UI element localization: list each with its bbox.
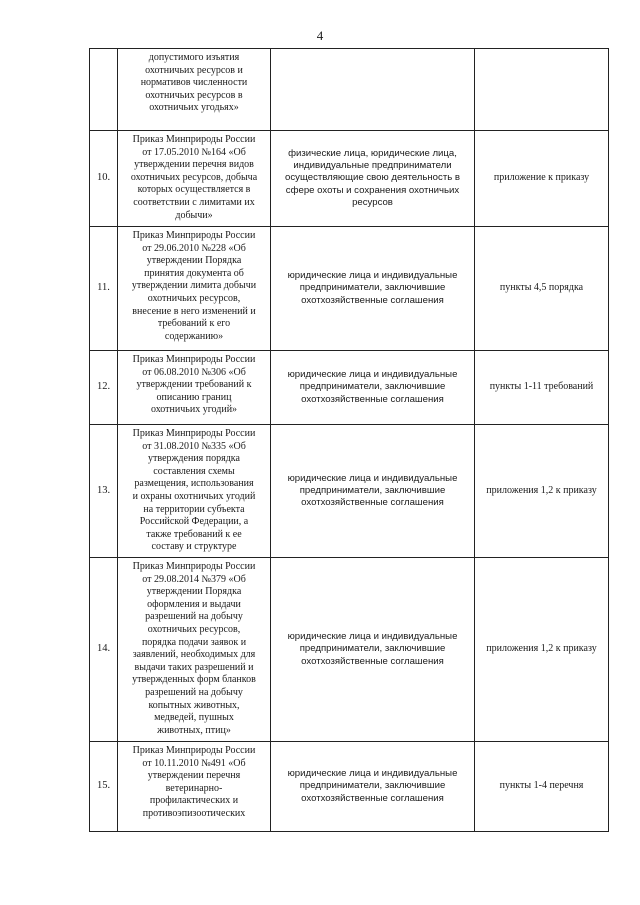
regulated-subjects: [271, 49, 475, 131]
applicable-items: пункты 1-11 требований: [475, 351, 609, 425]
legal-act: Приказ Минприроды России от 17.05.2010 №164 «Об утверждении перечня видов охотничьих ресурсов, добыча которых осуществляется в соответствии с лимитами их добычи»: [118, 131, 271, 227]
legal-act: Приказ Минприроды России от 06.08.2010 №306 «Об утверждении требований к описанию границ охотничьих угодий»: [118, 351, 271, 425]
regulations-table: [89, 48, 609, 832]
table-row: [90, 351, 609, 425]
applicable-items: приложения 1,2 к приказу: [475, 558, 609, 742]
legal-act: Приказ Минприроды России от 10.11.2010 №491 «Об утверждении перечня ветеринарно- профилактических и противоэпизоотических: [118, 742, 271, 832]
applicable-items: пункты 1-4 перечня: [475, 742, 609, 832]
table-row: [90, 558, 609, 742]
row-number: 13.: [90, 425, 118, 558]
legal-act: допустимого изъятия охотничьих ресурсов и нормативов численности охотничьих ресурсов в охотничьих угодьях»: [118, 49, 271, 131]
regulated-subjects: физические лица, юридические лица, индивидуальные предприниматели осуществляющие свою деятельность в сфере охоты и сохранения охотничьих ресурсов: [271, 131, 475, 227]
applicable-items: пункты 4,5 порядка: [475, 227, 609, 351]
regulated-subjects: юридические лица и индивидуальные предприниматели, заключившие охотхозяйственные соглашения: [271, 351, 475, 425]
legal-act: Приказ Минприроды России от 29.08.2014 №379 «Об утверждении Порядка оформления и выдачи разрешений на добычу охотничьих ресурсов, порядка подачи заявок и заявлений, необходимых для выдачи таких разрешений и утвержденных форм бланков разрешений на добычу копытных животных, медведей, пушных животных, птиц»: [118, 558, 271, 742]
regulated-subjects: юридические лица и индивидуальные предприниматели, заключившие охотхозяйственные соглашения: [271, 558, 475, 742]
page-number: 4: [316, 28, 324, 43]
table-row: [90, 425, 609, 558]
legal-act: Приказ Минприроды России от 29.06.2010 №228 «Об утверждении Порядка принятия документа об утверждении лимита добычи охотничьих ресурсов, внесение в него изменений и требований к его содержанию»: [118, 227, 271, 351]
applicable-items: [475, 49, 609, 131]
table-row: [90, 742, 609, 832]
regulated-subjects: юридические лица и индивидуальные предприниматели, заключившие охотхозяйственные соглашения: [271, 425, 475, 558]
row-number: 14.: [90, 558, 118, 742]
legal-act: Приказ Минприроды России от 31.08.2010 №335 «Об утверждения порядка составления схемы размещения, использования и охраны охотничьих угодий на территории субъекта Российской Федерации, а также требований к ее составу и структуре: [118, 425, 271, 558]
regulated-subjects: юридические лица и индивидуальные предприниматели, заключившие охотхозяйственные соглашения: [271, 742, 475, 832]
row-number: [90, 49, 118, 131]
applicable-items: приложение к приказу: [475, 131, 609, 227]
table-row: [90, 131, 609, 227]
table-row: [90, 49, 609, 131]
regulated-subjects: юридические лица и индивидуальные предприниматели, заключившие охотхозяйственные соглашения: [271, 227, 475, 351]
table-row: [90, 227, 609, 351]
row-number: 11.: [90, 227, 118, 351]
row-number: 10.: [90, 131, 118, 227]
row-number: 12.: [90, 351, 118, 425]
applicable-items: приложения 1,2 к приказу: [475, 425, 609, 558]
row-number: 15.: [90, 742, 118, 832]
